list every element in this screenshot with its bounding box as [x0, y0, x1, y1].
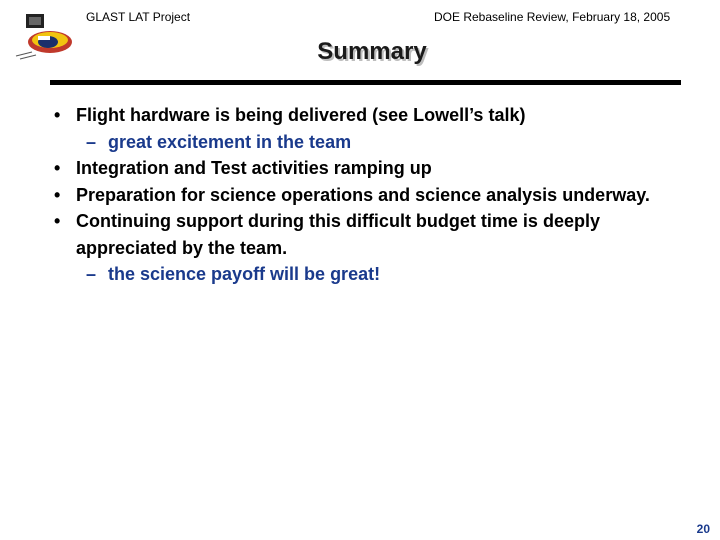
bullet-marker: • — [54, 105, 61, 125]
title-divider — [50, 80, 681, 85]
bullet-marker: • — [54, 184, 61, 205]
bullet-marker: • — [54, 211, 61, 231]
sub-bullet-item — [54, 129, 684, 156]
bullet-item — [54, 155, 684, 182]
bullet-text: Integration and Test activities ramping up — [76, 158, 432, 178]
bullet-marker: • — [54, 158, 61, 178]
bullet-text: Continuing support during this difficult budget time is deeply appreciated by the team. — [76, 211, 600, 258]
bullet-list — [54, 102, 684, 288]
dash-marker: – — [86, 264, 97, 284]
bullet-item — [54, 102, 684, 129]
sub-bullet-text: the science payoff will be great! — [108, 264, 381, 284]
page-title: Summary — [317, 38, 427, 65]
header-project: GLAST LAT Project — [86, 10, 191, 24]
dash-marker: – — [86, 131, 97, 152]
bullet-text: Flight hardware is being delivered (see Lowell’s talk) — [76, 105, 526, 125]
header-event: DOE Rebaseline Review, February 18, 2005 — [434, 10, 671, 24]
bullet-item — [54, 208, 684, 261]
page-number: 20 — [696, 522, 710, 536]
sub-bullet-text: great excitement in the team — [108, 131, 352, 152]
sub-bullet-item — [54, 261, 684, 288]
bullet-item — [54, 182, 684, 209]
bullet-text: Preparation for science operations and science analysis underway. — [76, 184, 650, 205]
